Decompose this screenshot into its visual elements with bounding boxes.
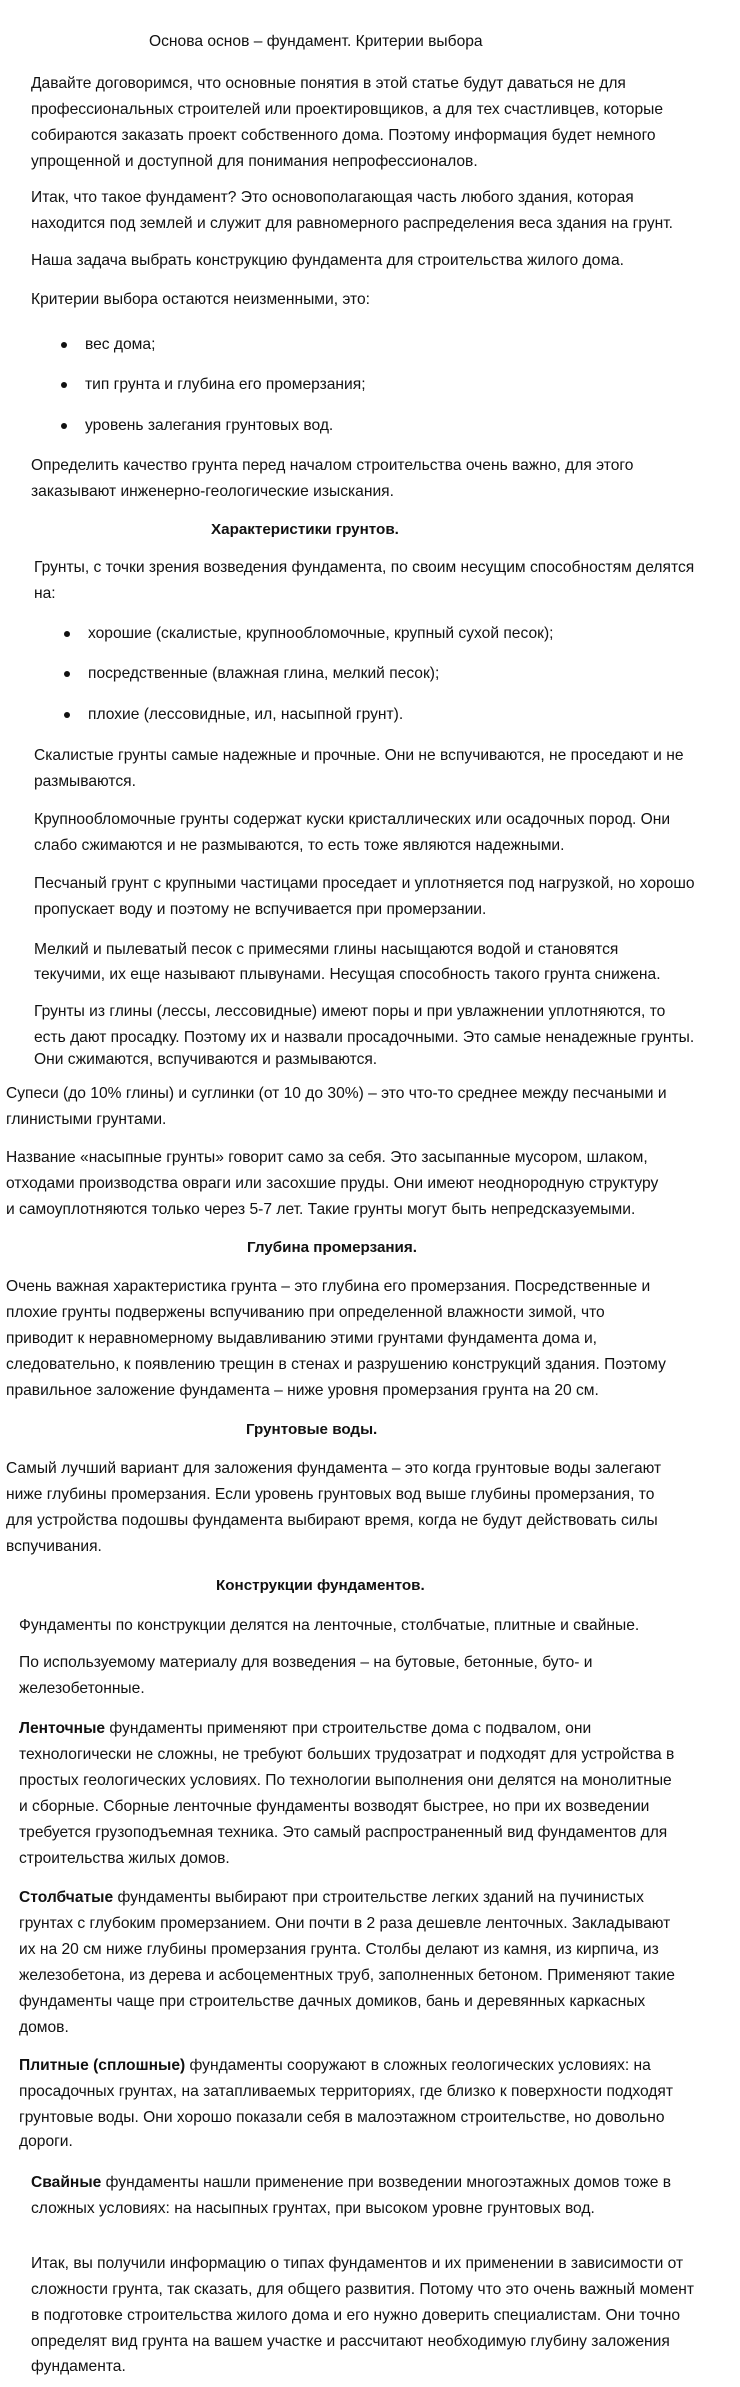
soils-p6-line: Они сжимаются, вспучиваются и размываются. (34, 1051, 378, 1068)
intro-p4: Критерии выбора остаются неизменными, это: (31, 291, 370, 308)
soil-type-item: плохие (лессовидные, ил, насыпной грунт). (88, 706, 404, 723)
strip-foundation-line: технологически не сложны, не требуют больших трудозатрат и подходят для устройства в (19, 1746, 675, 1763)
bullet-dot (64, 671, 70, 677)
criteria-item: тип грунта и глубина его промерзания; (85, 376, 366, 393)
soils-p2-line: Скалистые грунты самые надежные и прочные. Они не вспучиваются, не проседают и не (34, 747, 684, 764)
water-p1-line: для устройства подошвы фундамента выбирают время, когда не будут действовать силы (6, 1512, 658, 1529)
intro-p1-line: упрощенной и доступной для понимания непрофессионалов. (31, 153, 478, 170)
column-foundation-line: фундаменты чаще при строительстве дачных домиков, бань и деревянных каркасных (19, 1993, 646, 2010)
soils-p8-line: отходами производства овраги или засохшие пруды. Они имеют неоднородную структуру (6, 1175, 659, 1192)
strip-foundation-line: Ленточные фундаменты применяют при строительстве дома с подвалом, они (19, 1720, 592, 1737)
strip-foundation-line: простых геологических условиях. По технологии выполнения они делятся на монолитные (19, 1772, 672, 1789)
strip-foundation-term: Ленточные (19, 1720, 106, 1737)
soils-p5-line: Мелкий и пылеватый песок с примесями глины насыщаются водой и становятся (34, 941, 619, 958)
soils-p8-line: и самоуплотняются только через 5-7 лет. Такие грунты могут быть непредсказуемыми. (6, 1201, 636, 1218)
soils-p4-line: пропускает воду и поэтому не вспучивается при промерзании. (34, 901, 487, 918)
soils-p7-line: Супеси (до 10% глины) и суглинки (от 10 до 30%) – это что-то среднее между песчаными и (6, 1085, 667, 1102)
intro-p1-line: собираются заказать проект собственного дома. Поэтому информация будет немного (31, 127, 656, 144)
column-foundation-line: домов. (19, 2019, 69, 2036)
soils-p5-line: текучими, их еще называют плывунами. Несущая способность такого грунта снижена. (34, 966, 661, 983)
depth-p1-line: плохие грунты подвержены вспучиванию при определенной влажности зимой, что (6, 1304, 605, 1321)
soils-p2-line: размываются. (34, 773, 136, 790)
column-foundation-line: их на 20 см ниже глубины промерзания грунта. Столбы делают из камня, из кирпича, из (19, 1941, 659, 1958)
bullet-dot (64, 631, 70, 637)
pile-foundation-line: сложных условиях: на насыпных грунтах, при высоком уровне грунтовых вод. (31, 2200, 595, 2217)
intro-p3: Наша задача выбрать конструкцию фундамента для строительства жилого дома. (31, 252, 624, 269)
slab-foundation-term: Плитные (сплошные) (19, 2057, 186, 2074)
conclusion-line: сложности грунта, так сказать, для общего развития. Потому что это очень важный момент (31, 2281, 695, 2298)
column-foundation-line: грунтах с глубоким промерзанием. Они почти в 2 раза дешевле ленточных. Закладывают (19, 1915, 671, 1932)
soils-p8-line: Название «насыпные грунты» говорит само за себя. Это засыпанные мусором, шлаком, (6, 1149, 648, 1166)
soil-type-item: посредственные (влажная глина, мелкий песок); (88, 665, 440, 682)
depth-p1-line: приводит к неравномерному выдавливанию этими грунтами фундамента дома и, (6, 1330, 597, 1347)
constructions-heading: Конструкции фундаментов. (216, 1577, 425, 1594)
bullet-dot (64, 712, 70, 718)
column-foundation-term: Столбчатые (19, 1889, 114, 1906)
depth-p1-line: следовательно, к появлению трещин в стенах и разрушению конструкций здания. Поэтому (6, 1356, 666, 1373)
constructions-p2-line: По используемому материалу для возведения – на бутовые, бетонные, буто- и (19, 1654, 593, 1671)
depth-heading: Глубина промерзания. (247, 1239, 417, 1256)
soils-p6-line: Грунты из глины (лессы, лессовидные) имеют поры и при увлажнении уплотняются, то (34, 1003, 666, 1020)
soils-p7-line: глинистыми грунтами. (6, 1111, 167, 1128)
slab-foundation-line: Плитные (сплошные) фундаменты сооружают в сложных геологических условиях: на (19, 2057, 651, 2074)
soil-type-item: хорошие (скалистые, крупнообломочные, крупный сухой песок); (88, 625, 554, 642)
soils-p3-line: Крупнообломочные грунты содержат куски кристаллических или осадочных пород. Они (34, 811, 671, 828)
conclusion-line: определят вид грунта на вашем участке и рассчитают необходимую глубину заложения (31, 2333, 670, 2350)
strip-foundation-line: строительства жилых домов. (19, 1850, 230, 1867)
page-title: Основа основ – фундамент. Критерии выбора (149, 33, 483, 50)
column-foundation-line: железобетона, из дерева и асбоцементных труб, заполненных бетоном. Применяют такие (19, 1967, 675, 1984)
soils-p1-line: на: (34, 585, 56, 602)
soils-p1-line: Грунты, с точки зрения возведения фундамента, по своим несущим способностям делятся (34, 559, 695, 576)
conclusion-line: в подготовке строительства жилого дома и его нужно доверить специалистам. Они точно (31, 2307, 680, 2324)
criteria-item: уровень залегания грунтовых вод. (85, 417, 334, 434)
depth-p1-line: правильное заложение фундамента – ниже уровня промерзания грунта на 20 см. (6, 1382, 599, 1399)
slab-foundation-line: грунтовые воды. Они хорошо показали себя в малоэтажном строительстве, но довольно (19, 2109, 665, 2126)
depth-p1-line: Очень важная характеристика грунта – это глубина его промерзания. Посредственные и (6, 1278, 651, 1295)
intro-p2-line: находится под землей и служит для равномерного распределения веса здания на грунт. (31, 215, 674, 232)
pile-foundation-term: Свайные (31, 2174, 102, 2191)
column-foundation-line: Столбчатые фундаменты выбирают при строительстве легких зданий на пучинистых (19, 1889, 644, 1906)
intro-p1-line: профессиональных строителей или проектировщиков, а для тех счастливцев, которые (31, 101, 664, 118)
bullet-dot (61, 342, 67, 348)
pile-foundation-line: Свайные фундаменты нашли применение при возведении многоэтажных домов тоже в (31, 2174, 672, 2191)
intro-p5-line: заказывают инженерно-геологические изыскания. (31, 483, 394, 500)
slab-foundation-line: дороги. (19, 2133, 73, 2150)
water-p1-line: ниже глубины промерзания. Если уровень грунтовых вод выше глубины промерзания, то (6, 1486, 655, 1503)
water-p1-line: вспучивания. (6, 1538, 102, 1555)
soils-heading: Характеристики грунтов. (211, 521, 399, 538)
soils-p4-line: Песчаный грунт с крупными частицами проседает и уплотняется под нагрузкой, но хорошо (34, 875, 695, 892)
soils-p6-line: есть дают просадку. Поэтому их и назвали просадочными. Это самые ненадежные грунты. (34, 1029, 695, 1046)
criteria-item: вес дома; (85, 336, 156, 353)
bullet-dot (61, 382, 67, 388)
bullet-dot (61, 423, 67, 429)
conclusion-line: Итак, вы получили информацию о типах фундаментов и их применении в зависимости от (31, 2255, 684, 2272)
strip-foundation-line: требуется грузоподъемная техника. Это самый распространенный вид фундаментов для (19, 1824, 668, 1841)
intro-p1-line: Давайте договоримся, что основные понятия в этой статье будут даваться не для (31, 75, 626, 92)
intro-p5-line: Определить качество грунта перед началом строительства очень важно, для этого (31, 457, 634, 474)
constructions-p2-line: железобетонные. (19, 1680, 145, 1697)
conclusion-line: фундамента. (31, 2358, 126, 2375)
soils-p3-line: слабо сжимаются и не размываются, то есть тоже являются надежными. (34, 837, 565, 854)
slab-foundation-line: просадочных грунтах, на затапливаемых территориях, где близко к поверхности подходят (19, 2083, 673, 2100)
constructions-p1: Фундаменты по конструкции делятся на ленточные, столбчатые, плитные и свайные. (19, 1617, 640, 1634)
water-heading: Грунтовые воды. (246, 1421, 378, 1438)
intro-p2-line: Итак, что такое фундамент? Это основополагающая часть любого здания, которая (31, 189, 634, 206)
strip-foundation-line: и сборные. Сборные ленточные фундаменты возводят быстрее, но при их возведении (19, 1798, 650, 1815)
water-p1-line: Самый лучший вариант для заложения фундамента – это когда грунтовые воды залегают (6, 1460, 662, 1477)
